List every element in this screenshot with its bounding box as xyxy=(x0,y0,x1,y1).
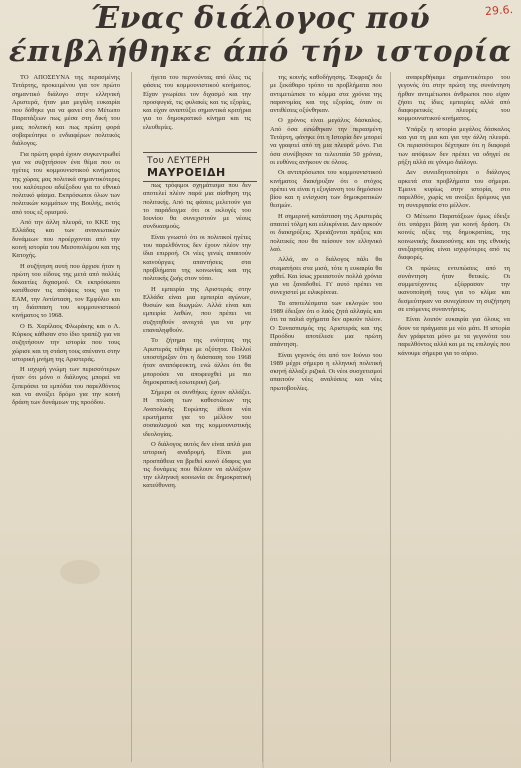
paragraph: Ο χρόνος είναι μεγάλος δάσκαλος. Από όσα ειπώθηκαν την περασμένη Τετάρτη, φάνηκε ότι η Ιστορία δεν μπορεί να γραφτεί από τη μια πλευρά μόνο. Για όσα συνέβησαν τα τελευταία 50 χρόνια, οι ευθύνες ανήκουν σε όλους. xyxy=(270,117,382,166)
paragraph: Ο Μέτωπο Παρατάξεων όμως έδειξε ότι υπάρχει βάση για κοινή δράση. Οι κοινές αξίες της δημοκρατίας, της κοινωνικής δικαιοσύνης και της εθνικής ανεξαρτησίας είναι ισχυρότερες από τις διαφορές. xyxy=(398,212,510,262)
paragraph: Το ζήτημα της ενότητας της Αριστεράς τέθηκε με οξύτητα. Πολλοί υποστήριξαν ότι η διάσπαση του 1968 ήταν αναπόφευκτη, ενώ άλλοι ότι θα μπορούσε να αποφευχθεί με πιο δημοκρατική εσωτερική ζωή. xyxy=(143,337,251,386)
paragraph: Είναι γεγονός ότι από τον Ιούνιο του 1989 μέχρι σήμερα η ελληνική πολιτική σκηνή άλλαξε ριζικά. Οι νέοι συσχετισμοί απαιτούν νέες αναλύσεις και νέες πρωτοβουλίες. xyxy=(270,351,382,392)
paragraph: Δεν συνειδητοποίησε ο διάλογος αρκετά στα προβλήματα του σήμερα. Έμεινε κυρίως στην ιστορία, στο παρελθόν, χωρίς να ανοίξει δρόμους για τη συνεργασία στο μέλλον. xyxy=(398,169,510,210)
column-4 xyxy=(398,74,510,762)
paragraph: Η σημερινή κατάσταση της Αριστεράς απαιτεί τόλμη και ειλικρίνεια. Δεν αρκούν οι διακηρύξεις. Χρειάζονται πράξεις και πολιτικές που θα πείσουν τον ελληνικό λαό. xyxy=(270,212,382,253)
paragraph: Η εμπειρία της Αριστεράς στην Ελλάδα είναι μια εμπειρία αγώνων, θυσιών και διωγμών. Αλλά είναι και εμπειρία λαθών, που πρέπει να συζητηθούν ανοιχτά για να μην επαναληφθούν. xyxy=(143,285,251,335)
paragraph: Η ισχυρή γνώμη των περισσότερων ήταν ότι μόνο ο διάλογος μπορεί να ξεπεράσει τα εμπόδια του παρελθόντος και να ανοίξει δρόμο για την κοινή δράση των δυνάμεων της προόδου. xyxy=(12,366,120,407)
column-2-top xyxy=(143,74,251,144)
paragraph: Ο Β. Χαρίλαος Φλωράκης και ο Λ. Κύρκος κάθισαν στο ίδιο τραπέζι για να συζητήσουν την ιστορία που τους χώρισε και τη στάση τους απέναντι στην ιστορική μνήμη της Αριστεράς. xyxy=(12,322,120,363)
paragraph: Υπάρξε η ιστορία μεγάλος δάσκαλος και για τη μια και για την άλλη πλευρά. Οι περισσότεροι δέχτηκαν ότι η διαφορά των απόψεων δεν πρέπει να οδηγεί σε ρήξη αλλά σε γόνιμο διάλογο. xyxy=(398,125,510,166)
paragraph: Η συζήτηση αυτή που άρχισε ήταν η πρώτη του είδους της μετά από πολλές δεκαετίες διχασμού. Οι εκπρόσωποι κατέθεσαν τις απόψεις τους για το ΕΑΜ, την Αντίσταση, τον Εμφύλιο και τη διάσπαση του κομμουνιστικού κινήματος το 1968. xyxy=(12,262,120,320)
headline-line-2: έπιβλήθηκε άπό τήν ιστορία xyxy=(8,34,513,68)
paragraph: Τα αποτελέσματα των εκλογών του 1989 έδειξαν ότι ο λαός ζητά αλλαγές και ότι τα παλιά σχήματα δεν αρκούν πλέον. Ο Συνασπισμός της Αριστεράς και της Προόδου αποτέλεσε μια πρώτη απάντηση. xyxy=(270,299,382,349)
column-3 xyxy=(270,74,382,762)
paragraph: ΤΟ ΑΠΟΣΕΥΝΑ της περασμένης Τετάρτης, προκειμένου για τον πρώτο σημαντικό διάλογο στην ελληνική Αριστερά, ήταν μια μεγάλη ευκαιρία που δόθηκε για να φανεί στο Μέτωπο Παρατάξεων πως μέσα στη δική του μιας πολιτική και πως πρώτη φορά σοβαρεύτηκε ο ενδιαφέρων πολιτικός διάλογος. xyxy=(12,74,120,148)
column-rule xyxy=(262,72,263,762)
paragraph: Αλλά, αν ο διάλογος πάλι θα σταματήσει στα μισά, τότε η ευκαιρία θα χαθεί. Και ίσως χρειαστούν πολλά χρόνια για να ξαναδοθεί. Γι' αυτό πρέπει να συνεχιστεί με ειλικρίνεια. xyxy=(270,256,382,297)
paragraph: Για πρώτη φορά έχουν συγκεντρωθεί για να συζητήσουν ένα θέμα που οι ηγέτες του κομμουνιστικού κινήματος της χώρας μας πολιτικά σημαντικότερες του καλύτερου αδιέξοδου για το εθνικό πολιτικό φάσμα. Εκπρόσωποι όλων των πολιτικών κομμάτων της Βουλής, εκτός από τους εξ ορισμού. xyxy=(12,150,120,216)
byline-prefix: Του ΛΕΥΤΕΡΗ xyxy=(147,156,211,166)
column-rule xyxy=(390,72,391,762)
paragraph: Είναι γνωστό ότι οι πολιτικοί ηγέτες του παρελθόντος δεν έχουν πλέον την ίδια επιρροή. Οι νέες γενιές απαιτούν καινούργιες απαντήσεις στα προβλήματα της κοινωνίας και της πολιτικής ζωής στον τόπο. xyxy=(143,233,251,283)
byline-name: ΜΑΥΡΟΕΙΔΗ xyxy=(147,166,226,179)
column-1 xyxy=(12,74,120,762)
paragraph: Είναι λοιπόν ευκαιρία για όλους να δουν τα πράγματα με νέο μάτι. Η ιστορία δεν γράφεται μόνο με τα γεγονότα του παρελθόντος αλλά και με τις επιλογές που κάνουμε σήμερα για το αύριο. xyxy=(398,316,510,357)
handwritten-date: 29.6. xyxy=(484,3,514,18)
paragraph: Οι πρώτες εντυπώσεις από τη συνάντηση ήταν θετικές. Οι συμμετέχοντες εξέφρασαν την ικανοποίησή τους για το κλίμα και δεσμεύτηκαν να συνεχίσουν τη συζήτηση σε επόμενες συναντήσεις. xyxy=(398,264,510,314)
paragraph: Ο διάλογος αυτός δεν είναι απλά μια ιστορική αναδρομή. Είναι μια προσπάθεια να βρεθεί κοινό έδαφος για τις δυνάμεις που θέλουν να αλλάξουν την ελληνική κοινωνία σε δημοκρατική κατεύθυνση. xyxy=(143,440,251,490)
paragraph: της κοινής καθοδήγησης. Έκφραζε δε με ξεκάθαρο τρόπο τα προβλήματα που αντιμετώπισε το κόμμα στα χρόνια της παρανομίας και της εξορίας, όταν οι αντιθέσεις οξύνθηκαν. xyxy=(270,74,382,115)
article-headline xyxy=(8,1,513,68)
paragraph: αναφερθήκαμε σημαντικότερο του γεγονός ότι στην πρώτη της συνάντηση ήρθαν αντιμέτωποι άνθρωποι που είχαν ζήσει τις ίδιες εμπειρίες αλλά από διαφορετικές πλευρές του κομμουνιστικού κινήματος. xyxy=(398,74,510,123)
paragraph: Σήμερα οι συνθήκες έχουν αλλάξει. Η πτώση των καθεστώτων της Ανατολικής Ευρώπης έθεσε νέα ερωτήματα για το μέλλον του σοσιαλισμού και της κομμουνιστικής ιδεολογίας. xyxy=(143,389,251,438)
paragraph: πως τρόφιμοι σχημάτισμα που δεν αποτελεί πλέον παρά μια αίσθηση της πολιτικής. Από τις φάσεις μελετούν για το παράδειγμα ότι οι εκλογές του Ιουνίου θα συνεχιστούν με νέους συνδυασμούς. xyxy=(143,182,251,231)
column-rule xyxy=(131,72,132,762)
paragraph: ήγετα του περνούντας από όλες τις φάσεις του κομμουνιστικού κινήματος. Είχαν γνωρίσει τον διχασμό και την προσφυγιά, τις φυλακές και τις εξορίες, και είχαν αναπτύξει σημαντικά κριτήρια για το δημοκρατικό κίνημα και τις ελευθερίες. xyxy=(143,74,251,131)
author-byline xyxy=(143,152,257,182)
paragraph: Από την άλλη πλευρά, το ΚΚΕ της Ελλάδας και των ανανεωτικών δυνάμεων που προέρχονται από την κοινή ιστορία του Μεσοπολέμου και της Κατοχής. xyxy=(12,219,120,260)
paragraph: Οι αντιπρόσωποι του κομμουνιστικού κινήματος διακήρυξαν ότι ο στόχος πρέπει να είναι η εξυγίανση του δημόσιου βίου και η ενίσχυση των δημοκρατικών θεσμών. xyxy=(270,169,382,210)
headline-line-1: Ένας διάλογος πού xyxy=(90,1,431,36)
